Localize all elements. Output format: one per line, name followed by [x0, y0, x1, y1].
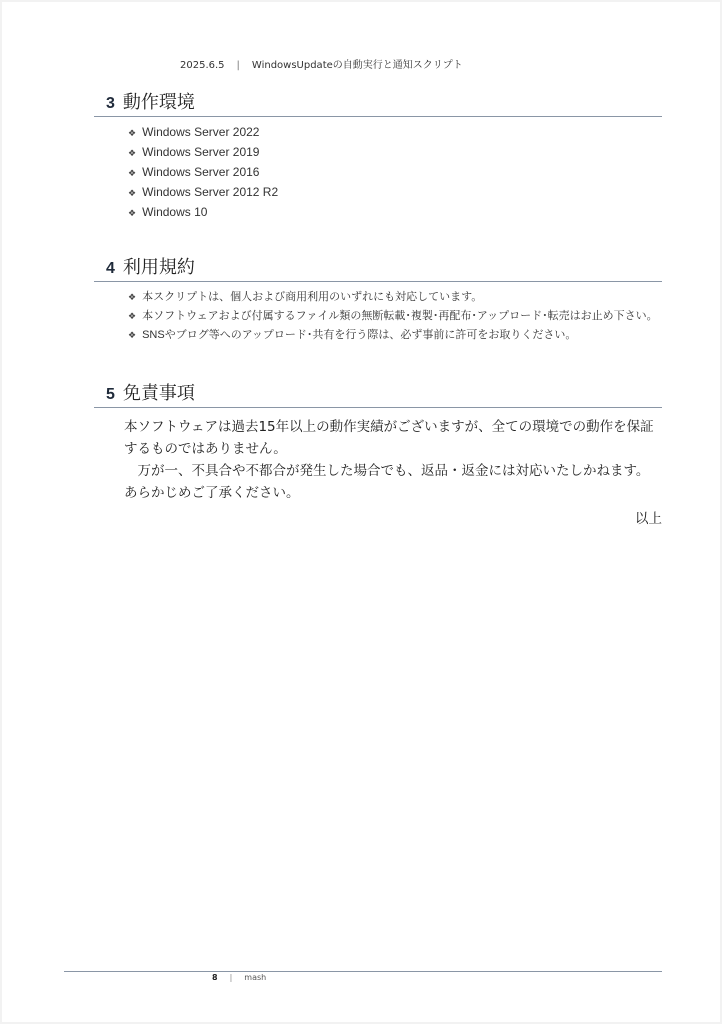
diamond-bullet-icon: ❖ — [128, 292, 137, 302]
diamond-bullet-icon: ❖ — [128, 188, 137, 198]
list-item — [128, 183, 662, 203]
section-environment — [94, 92, 662, 223]
section-number: 5 — [106, 386, 115, 403]
diamond-bullet-icon: ❖ — [128, 311, 137, 321]
item-text: Windows 10 — [142, 205, 208, 219]
item-text: Windows Server 2022 — [142, 125, 260, 139]
list-item — [128, 163, 662, 183]
diamond-bullet-icon: ❖ — [128, 168, 137, 178]
item-text: Windows Server 2019 — [142, 145, 260, 159]
diamond-bullet-icon: ❖ — [128, 208, 137, 218]
section-number: 3 — [106, 95, 115, 112]
diamond-bullet-icon: ❖ — [128, 148, 137, 158]
section-disclaimer — [94, 383, 662, 530]
page-footer — [212, 973, 266, 982]
section-title: 動作環境 — [122, 92, 195, 113]
list-item — [128, 143, 662, 163]
disclaimer-paragraph: 本ソフトウェアは過去15年以上の動作実績がございますが、全ての環境での動作を保証するものではありません。 — [124, 419, 654, 457]
list-item — [128, 307, 662, 326]
section-number: 4 — [106, 260, 115, 277]
environment-list — [94, 123, 662, 223]
list-item — [128, 203, 662, 223]
footer-divider — [64, 971, 662, 972]
document-page — [2, 2, 720, 1022]
footer-author: mash — [244, 973, 267, 982]
list-item — [128, 123, 662, 143]
closing-text: 以上 — [635, 511, 662, 527]
item-text: SNSやブログ等へのアップロード･共有を行う際は、必ず事前に許可をお取りください。 — [142, 329, 577, 341]
footer-separator: | — [229, 973, 233, 982]
diamond-bullet-icon: ❖ — [128, 330, 137, 340]
disclaimer-body — [124, 416, 662, 530]
header-title: WindowsUpdateの自動実行と通知スクリプト — [251, 60, 463, 71]
item-text: Windows Server 2016 — [142, 165, 260, 179]
page-header — [180, 56, 463, 71]
header-date: 2025.6.5 — [180, 60, 225, 71]
terms-list — [94, 288, 662, 345]
page-number: 8 — [212, 973, 218, 982]
item-text: 本ソフトウェアおよび付属するファイル類の無断転載･複製･再配布･アップロード･転売はお止め下さい。 — [142, 310, 658, 322]
section-heading — [94, 257, 662, 282]
section-title: 利用規約 — [122, 257, 195, 278]
disclaimer-paragraph: 万が一、不具合や不都合が発生した場合でも、返品・返金には対応いたしかねます。あらかじめご了承ください。 — [124, 463, 650, 501]
section-heading — [94, 92, 662, 117]
section-heading — [94, 383, 662, 408]
header-separator: | — [236, 60, 240, 71]
section-title: 免責事項 — [122, 383, 195, 404]
list-item — [128, 326, 662, 345]
item-text: Windows Server 2012 R2 — [142, 185, 279, 199]
diamond-bullet-icon: ❖ — [128, 128, 137, 138]
section-terms — [94, 257, 662, 345]
item-text: 本スクリプトは、個人および商用利用のいずれにも対応しています。 — [142, 291, 483, 303]
list-item — [128, 288, 662, 307]
